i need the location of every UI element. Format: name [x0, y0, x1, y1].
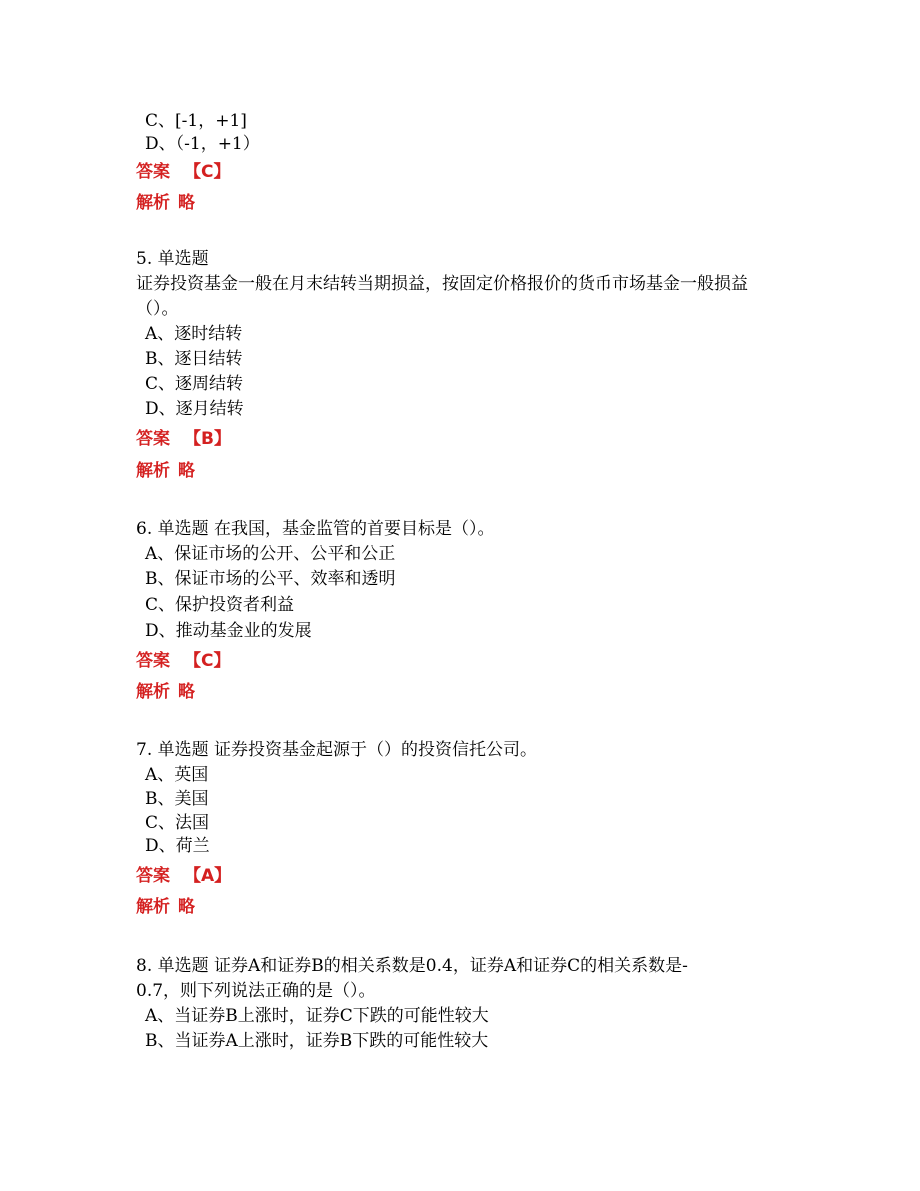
answer-value: 【C】: [184, 651, 231, 671]
q7-option-b: B、美国: [145, 789, 209, 809]
analysis-value: 略: [178, 193, 195, 213]
answer-value: 【A】: [184, 866, 232, 886]
analysis-label: 解析: [136, 193, 170, 213]
q6-option-a: A、保证市场的公开、公平和公正: [145, 544, 396, 564]
q4-answer: [136, 161, 230, 183]
q6-option-c: C、保护投资者利益: [145, 595, 295, 615]
analysis-value: 略: [178, 461, 195, 481]
answer-label: 答案: [136, 162, 170, 182]
q6-header: 6. 单选题 在我国，基金监管的首要目标是（）。: [136, 519, 495, 539]
analysis-label: 解析: [136, 461, 170, 481]
q8-option-b: B、当证券A上涨时，证券B下跌的可能性较大: [145, 1031, 489, 1051]
analysis-value: 略: [178, 682, 195, 702]
answer-label: 答案: [136, 429, 170, 449]
q5-analysis: [136, 460, 195, 482]
analysis-value: 略: [178, 897, 195, 917]
q8-header-line1: 8. 单选题 证券A和证券B的相关系数是0.4，证券A和证券C的相关系数是-: [136, 956, 688, 976]
q5-option-c: C、逐周结转: [145, 374, 244, 394]
answer-value: 【B】: [184, 429, 231, 449]
q6-answer: [136, 650, 230, 672]
q5-option-d: D、逐月结转: [145, 399, 244, 419]
analysis-label: 解析: [136, 682, 170, 702]
q7-option-d: D、荷兰: [145, 836, 210, 856]
q7-option-c: C、法国: [145, 813, 210, 833]
q8-header-line2: 0.7，则下列说法正确的是（）。: [136, 981, 376, 1001]
q4-option-c: C、[-1，+1]: [145, 111, 247, 131]
q5-option-b: B、逐日结转: [145, 349, 243, 369]
q4-option-d: D、（-1，+1）: [145, 134, 260, 154]
q7-answer: [136, 865, 231, 887]
analysis-label: 解析: [136, 897, 170, 917]
q6-analysis: [136, 681, 195, 703]
answer-label: 答案: [136, 651, 170, 671]
q7-header: 7. 单选题 证券投资基金起源于（）的投资信托公司。: [136, 740, 538, 760]
answer-value: 【C】: [184, 162, 231, 182]
q7-option-a: A、英国: [145, 765, 209, 785]
q7-analysis: [136, 896, 195, 918]
q4-analysis: [136, 192, 195, 214]
answer-label: 答案: [136, 866, 170, 886]
q8-option-a: A、当证券B上涨时，证券C下跌的可能性较大: [145, 1006, 489, 1026]
q5-stem-line1: 证券投资基金一般在月末结转当期损益，按固定价格报价的货币市场基金一般损益: [136, 274, 748, 294]
q5-stem-line2: （）。: [136, 299, 179, 319]
q5-header: 5. 单选题: [136, 249, 209, 269]
q5-answer: [136, 428, 231, 450]
q6-option-b: B、保证市场的公平、效率和透明: [145, 569, 396, 589]
q5-option-a: A、逐时结转: [145, 324, 243, 344]
q6-option-d: D、推动基金业的发展: [145, 621, 312, 641]
